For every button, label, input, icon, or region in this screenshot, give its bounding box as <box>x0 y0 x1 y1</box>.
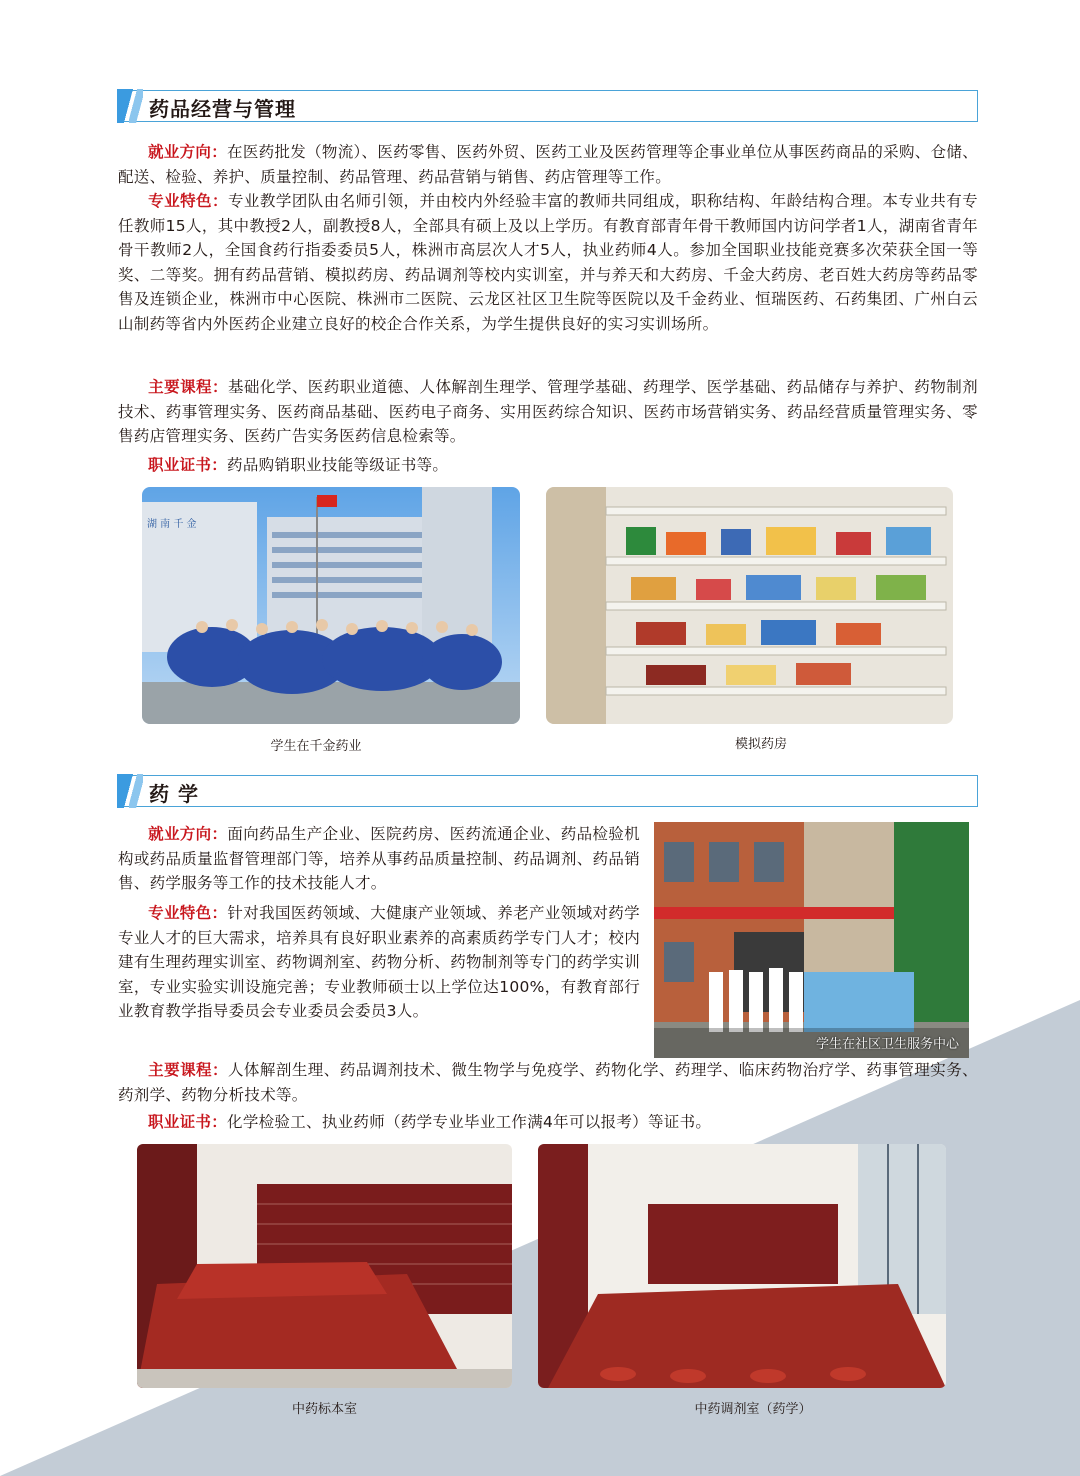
employment-label: 就业方向： <box>148 825 228 843</box>
section-header-pharmacy <box>118 775 978 807</box>
employment-label: 就业方向： <box>148 143 228 161</box>
employment-paragraph <box>118 822 640 896</box>
courses-text: 人体解剖生理、药品调剂技术、微生物学与免疫学、药物化学、药理学、临床药物治疗学、药事管理实务、药剂学、药物分析技术等。 <box>118 1061 978 1104</box>
feature-paragraph <box>118 189 978 336</box>
courses-label: 主要课程： <box>148 378 228 396</box>
photo5-caption: 中药调剂室（药学） <box>694 1402 812 1417</box>
cert-paragraph <box>118 1110 978 1135</box>
photo-tcm-dispensing-room <box>538 1144 946 1388</box>
courses-paragraph <box>118 375 978 449</box>
feature-label: 专业特色： <box>148 192 228 210</box>
cert-text: 药品购销职业技能等级证书等。 <box>227 456 449 474</box>
photo-students-at-qianjin <box>142 487 520 724</box>
employment-paragraph <box>118 140 978 189</box>
feature-paragraph <box>118 901 640 1024</box>
feature-text: 专业教学团队由名师引领，并由校内外经验丰富的教师共同组成，职称结构、年龄结构合理。本专业共有专任教师15人，其中教授2人，副教授8人，全部具有硕上及以上学历。有教育部青年骨干教师国内访问学者1人，湖南省青年骨干教师2人，全国食药行指委委员5人，株洲市高层次人才5人，执业药师4人。参加全国职业技能竞赛多次荣获全国一等奖、二等奖。拥有药品营销、模拟药房、药品调剂等校内实训室，并与养天和大药房、千金大药房、老百姓大药房等药品零售及连锁企业，株洲市中心医院、株洲市二医院、云龙区社区卫生院等医院以及千金药业、恒瑞医药、石药集团、广州白云山制药等省内外医药企业建立良好的校企合作关系，为学生提供良好的实习实训场所。 <box>118 192 978 333</box>
cert-text: 化学检验工、执业药师（药学专业毕业工作满4年可以报考）等证书。 <box>227 1113 712 1131</box>
photo3-caption: 学生在社区卫生服务中心 <box>815 1037 959 1052</box>
feature-text: 针对我国医药领域、大健康产业领域、养老产业领域对药学专业人才的巨大需求，培养具有良好职业素养的高素质药学专门人才；校内建有生理药理实训室、药物调剂室、药物分析、药物制剂等专门的药学实训室，专业实验实训设施完善；专业教师硕士以上学位达100%，有教育部行业教育教学指导委员会专业委员会委员3人。 <box>118 904 640 1020</box>
building-sign-text: 湖 南 千 金 <box>147 519 197 530</box>
section-header-pharma-management <box>118 90 978 122</box>
photo1-caption: 学生在千金药业 <box>270 739 362 754</box>
courses-text: 基础化学、医药职业道德、人体解剖生理学、管理学基础、药理学、医学基础、药品储存与养护、药物制剂技术、药事管理实务、医药商品基础、医药电子商务、实用医药综合知识、医药市场营销实务、药品经营质量管理实务、零售药店管理实务、医药广告实务医药信息检索等。 <box>118 378 978 445</box>
employment-text: 在医药批发（物流）、医药零售、医药外贸、医药工业及医药管理等企事业单位从事医药商品的采购、仓储、配送、检验、养护、质量控制、药品管理、药品营销与销售、药店管理等工作。 <box>118 143 978 186</box>
employment-text: 面向药品生产企业、医院药房、医药流通企业、药品检验机构或药品质量监督管理部门等，培养从事药品质量控制、药品调剂、药品销售、药学服务等工作的技术技能人才。 <box>118 825 640 892</box>
photo2-caption: 模拟药房 <box>734 737 787 752</box>
cert-label: 职业证书： <box>148 456 228 474</box>
photo-simulated-pharmacy <box>546 487 953 724</box>
photo-community-health-center <box>654 822 969 1058</box>
photo4-caption: 中药标本室 <box>291 1402 357 1417</box>
section-title: 药 学 <box>149 782 199 806</box>
cert-label: 职业证书： <box>148 1113 228 1131</box>
section-title: 药品经营与管理 <box>149 97 296 121</box>
courses-paragraph <box>118 1058 978 1107</box>
cert-paragraph <box>118 453 978 478</box>
feature-label: 专业特色： <box>148 904 228 922</box>
photo-herbal-specimen-room <box>137 1144 512 1388</box>
courses-label: 主要课程： <box>148 1061 228 1079</box>
